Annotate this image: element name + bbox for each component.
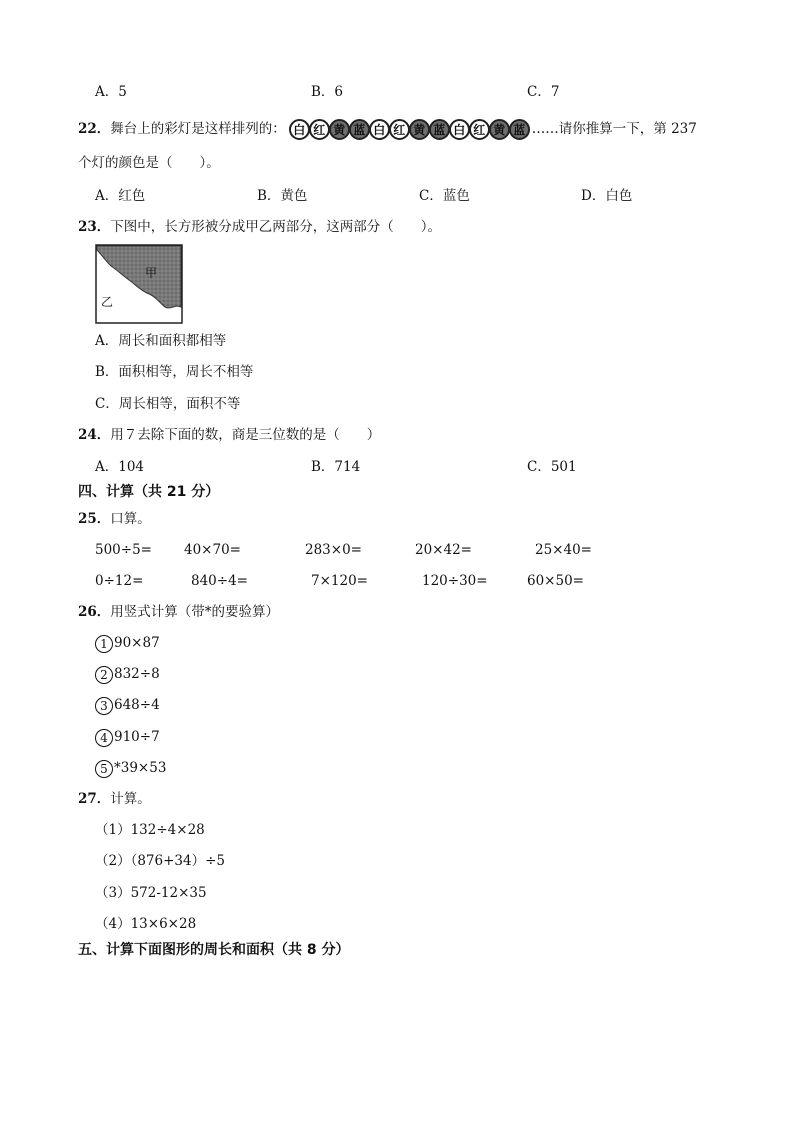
divided-rectangle-svg xyxy=(95,244,183,324)
q22-option-b: B．黄色 xyxy=(257,188,308,204)
q26-text: 用竖式计算（带*的要验算） xyxy=(110,604,280,620)
vertical-calc-3 xyxy=(95,696,160,715)
calc-item-3: （3）572-12×35 xyxy=(95,885,207,901)
q23-number: 23． xyxy=(78,219,111,235)
q21-option-b: B．6 xyxy=(311,84,344,100)
vertical-calc-4 xyxy=(95,728,160,747)
label-yi: 乙 xyxy=(101,295,114,309)
q24-option-a: A．104 xyxy=(95,459,145,475)
q22-text-c: 个灯的颜色是（ ）。 xyxy=(78,155,220,171)
circled-number: 4 xyxy=(95,729,113,747)
circled-number: 1 xyxy=(95,635,113,653)
vertical-calc-expr: 832÷8 xyxy=(114,666,160,682)
oral-calc-10: 60×50= xyxy=(527,573,584,589)
circled-number: 5 xyxy=(95,760,113,778)
q23-option-a: A．周长和面积都相等 xyxy=(95,333,227,349)
q22-text-b: ……请你推算一下，第 237 xyxy=(531,121,697,137)
lamp-icon: 红 xyxy=(389,119,410,140)
oral-calc-8: 7×120= xyxy=(311,573,368,589)
lamp-icon: 白 xyxy=(449,119,470,140)
oral-calc-7: 840÷4= xyxy=(191,573,248,589)
q22-option-c: C．蓝色 xyxy=(419,188,470,204)
q22-text-a: 舞台上的彩灯是这样排列的： xyxy=(110,121,286,137)
q21-option-c: C．7 xyxy=(527,84,560,100)
q22-question xyxy=(78,119,697,140)
oral-calc-9: 120÷30= xyxy=(422,573,488,589)
q22-number: 22． xyxy=(78,121,111,137)
lamp-icon: 红 xyxy=(309,119,330,140)
q21-option-a: A．5 xyxy=(95,84,127,100)
lamp-icon: 白 xyxy=(289,119,310,140)
label-jia: 甲 xyxy=(145,266,158,280)
q25-question xyxy=(78,510,151,528)
q27-question xyxy=(78,790,151,808)
lamp-icon: 黄 xyxy=(329,119,350,140)
q22-option-a: A．红色 xyxy=(95,188,146,204)
vertical-calc-expr: 910÷7 xyxy=(114,729,160,745)
q27-number: 27． xyxy=(78,791,111,807)
vertical-calc-5 xyxy=(95,759,166,778)
lamp-icon: 红 xyxy=(469,119,490,140)
calc-item-1: （1）132÷4×28 xyxy=(95,822,205,838)
divided-rectangle-figure xyxy=(95,244,183,324)
vertical-calc-2 xyxy=(95,665,160,684)
lamp-icon: 黄 xyxy=(489,119,510,140)
lamp-icon: 蓝 xyxy=(509,119,530,140)
circled-number: 2 xyxy=(95,666,113,684)
q24-number: 24． xyxy=(78,427,111,443)
vertical-calc-1 xyxy=(95,634,160,653)
q24-option-c: C．501 xyxy=(527,459,577,475)
lamp-icon: 黄 xyxy=(409,119,430,140)
q24-option-b: B．714 xyxy=(311,459,361,475)
q24-text: 用７去除下面的数，商是三位数的是（ ） xyxy=(110,427,381,443)
oral-calc-6: 0÷12= xyxy=(95,573,144,589)
q25-number: 25． xyxy=(78,511,111,527)
oral-calc-4: 20×42= xyxy=(415,542,472,558)
oral-calc-3: 283×0= xyxy=(305,542,362,558)
section-5-heading: 五、计算下面图形的周长和面积（共 8 分） xyxy=(78,942,350,958)
lamp-sequence xyxy=(289,119,529,140)
oral-calc-5: 25×40= xyxy=(535,542,592,558)
lamp-icon: 蓝 xyxy=(349,119,370,140)
q23-option-c: C．周长相等，面积不等 xyxy=(95,396,241,412)
oral-calc-2: 40×70= xyxy=(184,542,241,558)
calc-item-4: （4）13×6×28 xyxy=(95,916,197,932)
section-4-heading: 四、计算（共 21 分） xyxy=(78,484,220,500)
q23-question xyxy=(78,218,441,236)
q26-question xyxy=(78,603,279,621)
vertical-calc-expr: *39×53 xyxy=(114,760,167,776)
q27-text: 计算。 xyxy=(110,791,151,807)
q24-question xyxy=(78,426,380,444)
oral-calc-1: 500÷5= xyxy=(95,542,152,558)
q23-text: 下图中，长方形被分成甲乙两部分，这两部分（ ）。 xyxy=(110,219,442,235)
q23-option-b: B．面积相等，周长不相等 xyxy=(95,364,254,380)
q22-option-d: D．白色 xyxy=(581,188,633,204)
circled-number: 3 xyxy=(95,697,113,715)
calc-item-2: （2）（876+34）÷5 xyxy=(95,853,225,869)
lamp-icon: 白 xyxy=(369,119,390,140)
q26-number: 26． xyxy=(78,604,111,620)
lamp-icon: 蓝 xyxy=(429,119,450,140)
q25-text: 口算。 xyxy=(110,511,151,527)
vertical-calc-expr: 648÷4 xyxy=(114,697,160,713)
vertical-calc-expr: 90×87 xyxy=(114,635,160,651)
